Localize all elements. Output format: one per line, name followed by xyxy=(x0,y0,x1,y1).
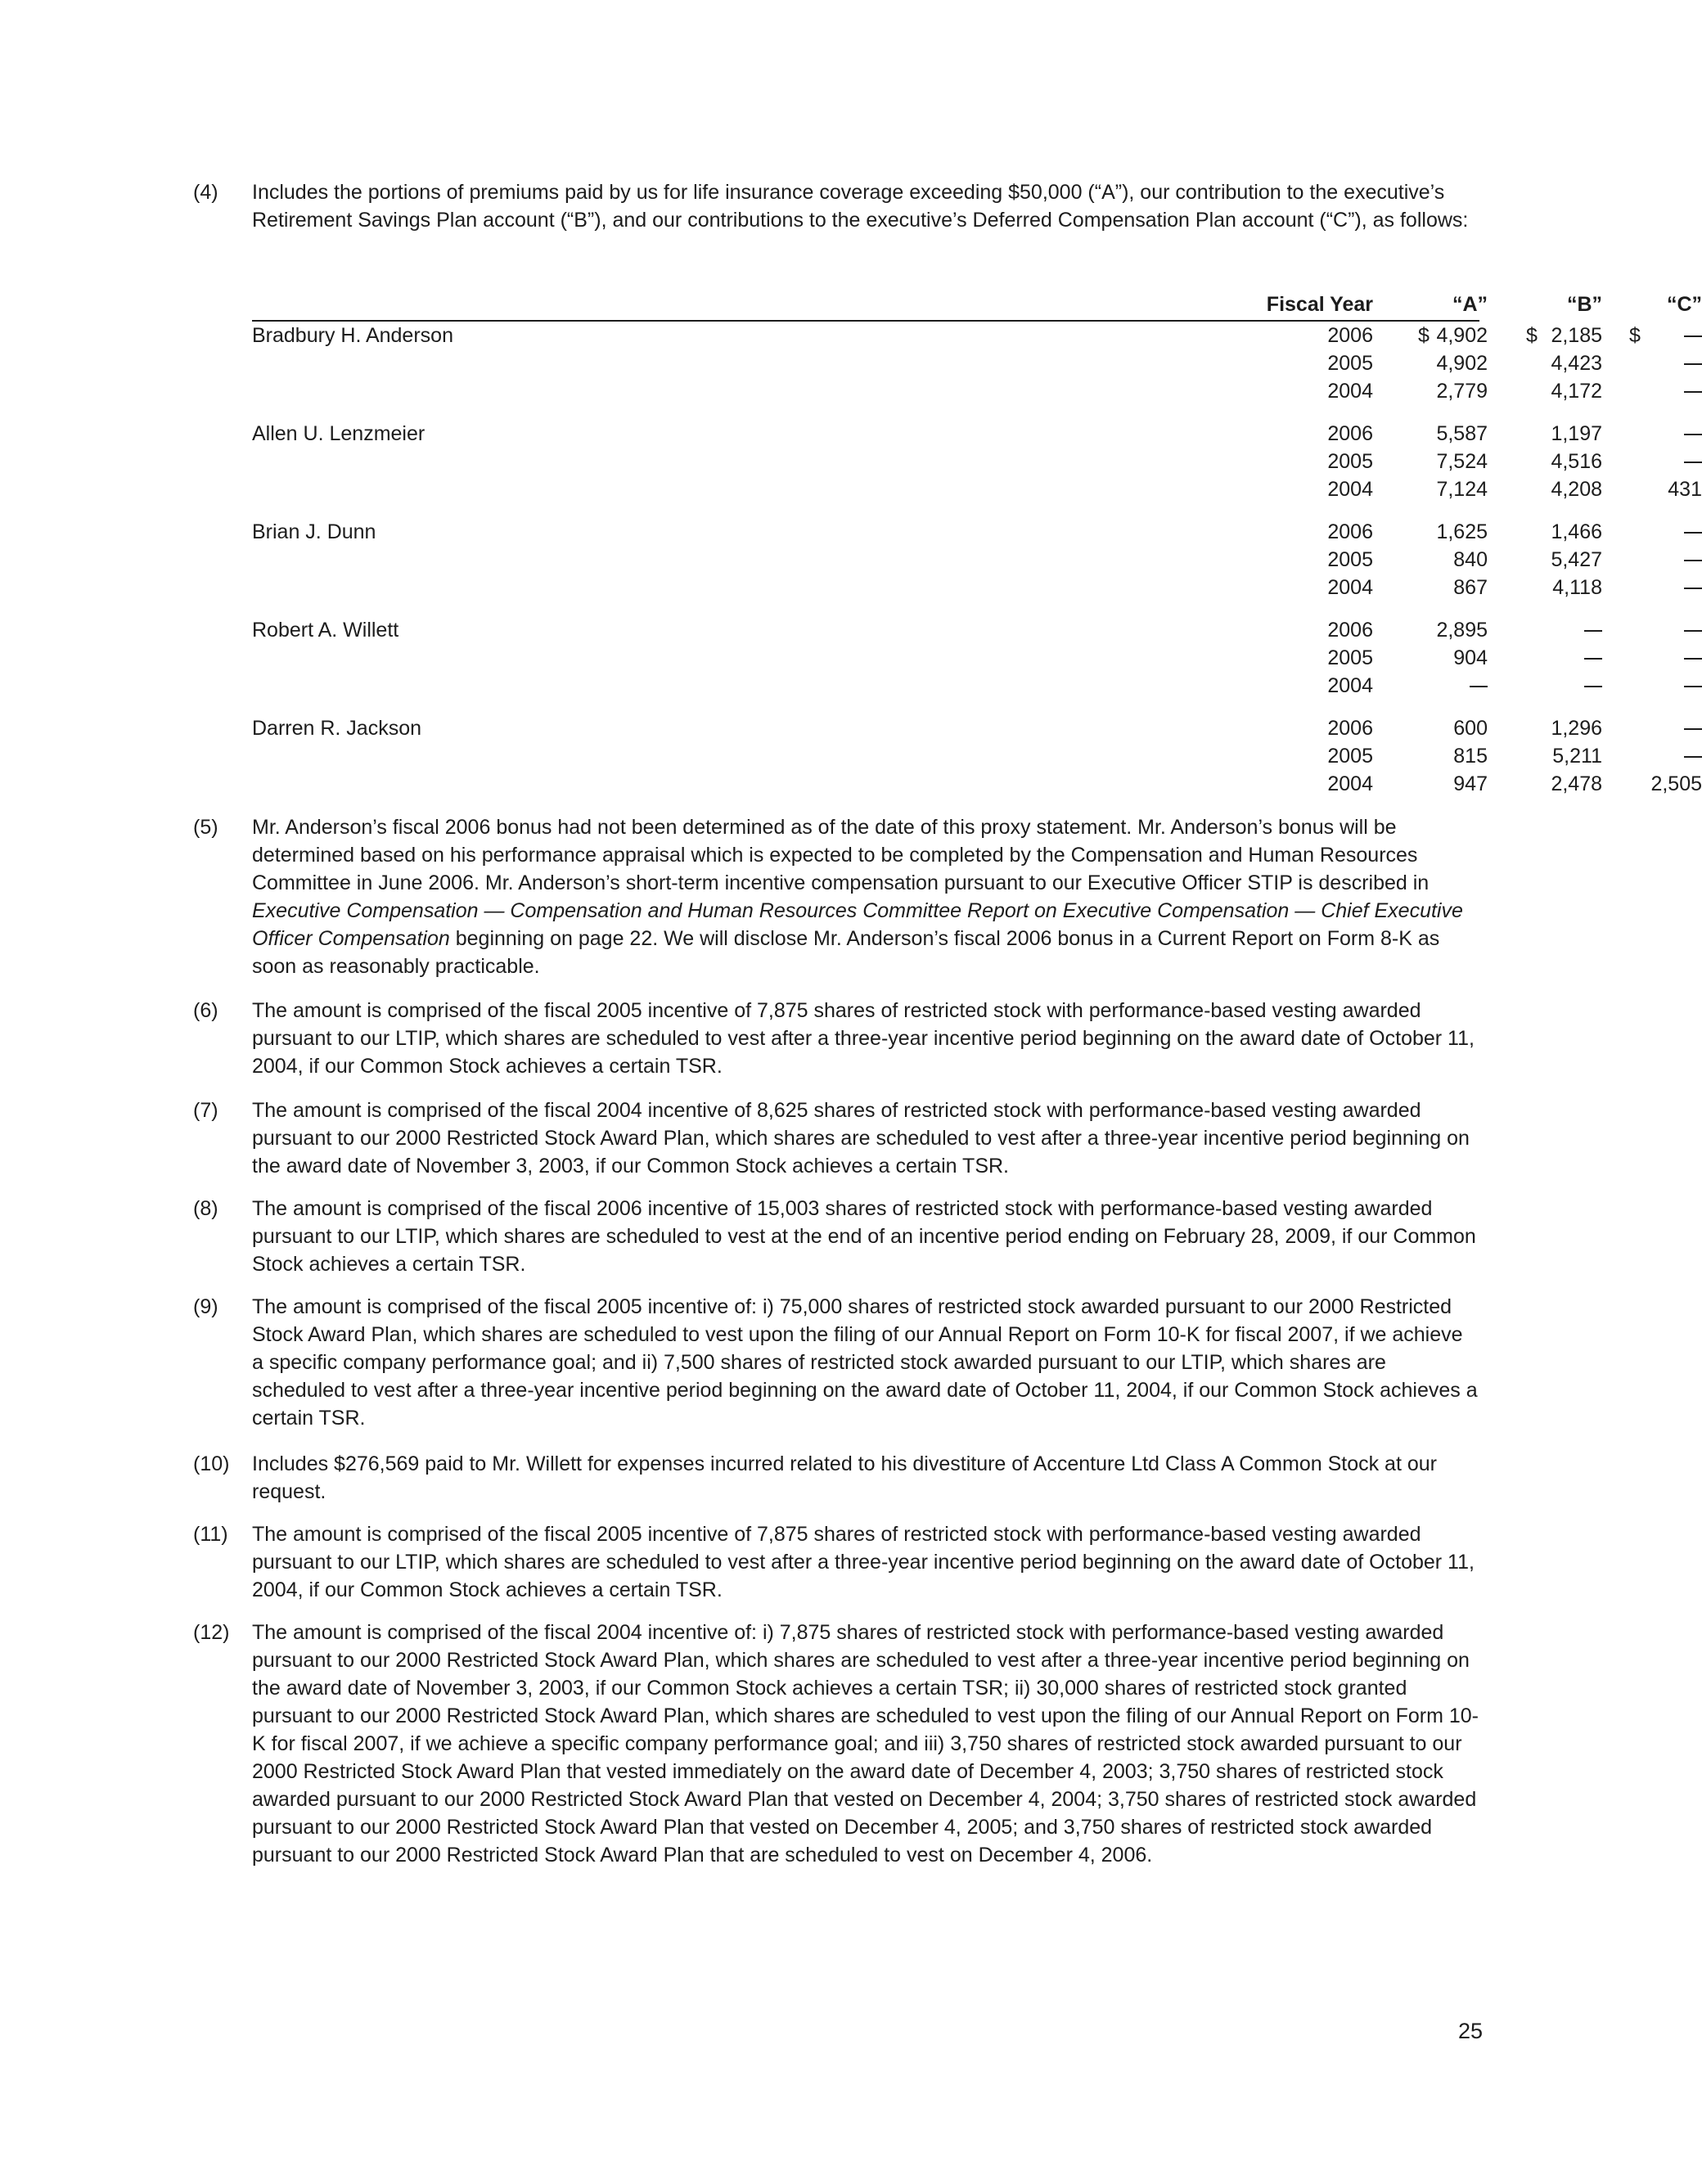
em-dash xyxy=(1584,630,1602,632)
cell-c xyxy=(1635,616,1702,644)
cell-b: 1,296 xyxy=(1551,717,1602,740)
table-row xyxy=(252,546,1602,574)
header-b: “B” xyxy=(1566,293,1602,316)
cell-a: 7,124 xyxy=(1436,478,1488,501)
cell-b: 1,197 xyxy=(1551,422,1602,445)
cell-b xyxy=(1488,672,1602,700)
table-row xyxy=(252,742,1602,770)
cell-fiscal-year: 2006 xyxy=(1327,422,1373,445)
table-row xyxy=(252,672,1479,700)
cell-b: 5,211 xyxy=(1552,745,1602,768)
executive-group xyxy=(252,714,1702,798)
executive-group xyxy=(252,322,1641,405)
cell-fiscal-year: 2005 xyxy=(1327,450,1373,473)
footnote-text: The amount is comprised of the fiscal 2005 incentive of: i) 75,000 shares of restricted stock awarded pursuant to our 2000 Restricted Stock Award Plan, which shares are scheduled to vest upon the filing of our Annual Report on Form 10-K for fiscal 2007, if we achieve a specific company performance goal; and ii) 7,500 shares of restricted stock awarded pursuant to our LTIP, which shares are scheduled to vest after a three-year incentive period beginning on the award date of October 11, 2004, if our Common Stock achieves a certain TSR. xyxy=(252,1295,1478,1430)
cell-a: 2,895 xyxy=(1436,619,1488,642)
footnote-italic-reference: Executive Compensation — Compensation and Human Resources Committee Report on Executive Compensation — Chief Executive Officer Compensation xyxy=(252,899,1463,950)
footnote-text: The amount is comprised of the fiscal 2004 incentive of 8,625 shares of restricted stock with performance-based vesting awarded pursuant to our 2000 Restricted Stock Award Plan, which shares are scheduled to vest after a three-year incentive period beginning on the award date of November 3, 2003, if our Common Stock achieves a certain TSR. xyxy=(252,1099,1470,1178)
table-row xyxy=(252,349,1602,377)
footnote-12 xyxy=(193,1619,1479,1869)
executive-name: Robert A. Willett xyxy=(252,619,399,642)
cell-c xyxy=(1635,322,1702,349)
footnote-11 xyxy=(193,1520,1479,1604)
em-dash xyxy=(1684,756,1702,758)
cell-a: 840 xyxy=(1453,548,1488,571)
cell-c xyxy=(1635,377,1702,405)
cell-fiscal-year: 2005 xyxy=(1327,745,1373,768)
executive-group xyxy=(252,420,1702,503)
cell-c xyxy=(1635,518,1702,546)
em-dash xyxy=(1684,560,1702,561)
cell-c xyxy=(1635,349,1702,377)
em-dash xyxy=(1684,532,1702,534)
footnote-9 xyxy=(193,1293,1479,1432)
cell-c xyxy=(1635,574,1702,601)
footnote-text: Includes $276,569 paid to Mr. Willett for expenses incurred related to his divestiture of Accenture Ltd Class A Common Stock at our request. xyxy=(252,1452,1437,1503)
table-row xyxy=(252,714,1602,742)
footnote-number: (9) xyxy=(193,1295,218,1318)
footnote-text: Includes the portions of premiums paid by us for life insurance coverage exceeding $50,000 (“A”), our contribution to the executive’s Retirement Savings Plan account (“B”), and our contributions to the executive’s Deferred Compensation Plan account (“C”), as follows: xyxy=(252,181,1469,232)
currency-symbol: $ xyxy=(1526,324,1538,347)
cell-a: 4,902 xyxy=(1436,352,1488,375)
footnote-text: The amount is comprised of the fiscal 2004 incentive of: i) 7,875 shares of restricted stock with performance-based vesting awarded pursuant to our 2000 Restricted Stock Award Plan, which shares are scheduled to vest after a three-year incentive period beginning on the award date of November 3, 2003, if our Common Stock achieves a certain TSR; ii) 30,000 shares of restricted stock granted pursuant to our 2000 Restricted Stock Award Plan, which shares are scheduled to vest upon the filing of our Annual Report on Form 10-K for fiscal 2007, if we achieve a specific company performance goal; and iii) 3,750 shares of restricted stock awarded pursuant to our 2000 Restricted Stock Award Plan that vested immediately on the award date of December 4, 2003; 3,750 shares of restricted stock awarded pursuant to our 2000 Restricted Stock Award Plan that vested on December 4, 2004; 3,750 shares of restricted stock awarded pursuant to our 2000 Restricted Stock Award Plan that vested on December 4, 2005; and 3,750 shares of restricted stock awarded pursuant to our 2000 Restricted Stock Award Plan that are scheduled to vest on December 4, 2006. xyxy=(252,1621,1479,1867)
cell-a: 867 xyxy=(1453,576,1488,599)
cell-c xyxy=(1635,546,1702,574)
em-dash xyxy=(1684,335,1702,337)
table-row xyxy=(252,475,1702,503)
cell-fiscal-year: 2005 xyxy=(1327,352,1373,375)
cell-b: 4,118 xyxy=(1552,576,1602,599)
em-dash xyxy=(1470,686,1488,687)
cell-b: 2,478 xyxy=(1551,772,1602,795)
cell-b xyxy=(1488,644,1602,672)
cell-c xyxy=(1635,644,1702,672)
cell-c: 431 xyxy=(1668,478,1702,501)
footnote-text-part: beginning on page 22. We will disclose Mr. Anderson’s fiscal 2006 bonus in a Current Report on Form 8-K as soon as reasonably practicable. xyxy=(252,927,1440,978)
executive-name: Allen U. Lenzmeier xyxy=(252,422,426,445)
em-dash xyxy=(1684,658,1702,660)
footnote-number: (5) xyxy=(193,816,218,839)
footnote-number: (10) xyxy=(193,1452,230,1475)
footnote-5 xyxy=(193,813,1479,980)
cell-a: 4,902 xyxy=(1436,324,1488,347)
footnote-number: (12) xyxy=(193,1621,230,1644)
footnote-text xyxy=(252,813,1479,980)
cell-b: 4,172 xyxy=(1551,380,1602,403)
em-dash xyxy=(1684,363,1702,365)
executive-name: Darren R. Jackson xyxy=(252,717,422,740)
footnote-number: (7) xyxy=(193,1099,218,1122)
header-a: “A” xyxy=(1452,293,1488,316)
table-header xyxy=(252,290,1702,322)
em-dash xyxy=(1584,686,1602,687)
cell-fiscal-year: 2006 xyxy=(1327,520,1373,543)
footnote-text-part: Mr. Anderson’s fiscal 2006 bonus had not been determined as of the date of this proxy statement. Mr. Anderson’s bonus will be determined based on his performance appraisal which is expected to be completed by the Compensation and Human Resources Committee in June 2006. Mr. Anderson’s short-term incentive compensation pursuant to our Executive Officer STIP is described in xyxy=(252,816,1430,894)
table-row xyxy=(252,644,1488,672)
cell-a: 904 xyxy=(1453,646,1488,669)
cell-b: 5,427 xyxy=(1551,548,1602,571)
table-row xyxy=(252,448,1602,475)
cell-fiscal-year: 2005 xyxy=(1327,548,1373,571)
footnote-number: (11) xyxy=(193,1523,228,1546)
em-dash xyxy=(1684,588,1702,589)
cell-fiscal-year: 2004 xyxy=(1327,576,1373,599)
cell-c xyxy=(1635,742,1702,770)
cell-fiscal-year: 2004 xyxy=(1327,772,1373,795)
cell-a: 1,625 xyxy=(1436,520,1488,543)
footnote-8 xyxy=(193,1195,1479,1278)
em-dash xyxy=(1684,434,1702,435)
table-row xyxy=(252,574,1602,601)
cell-fiscal-year: 2006 xyxy=(1327,619,1373,642)
em-dash xyxy=(1684,391,1702,393)
cell-a: 5,587 xyxy=(1436,422,1488,445)
footnote-number: (8) xyxy=(193,1197,218,1220)
cell-a: 7,524 xyxy=(1436,450,1488,473)
page-number: 25 xyxy=(1457,2019,1483,2043)
cell-b: 4,423 xyxy=(1551,352,1602,375)
footnote-number: (4) xyxy=(193,181,218,204)
premiums-table xyxy=(252,290,1702,798)
table-row xyxy=(252,377,1602,405)
footnote-text: The amount is comprised of the fiscal 2005 incentive of 7,875 shares of restricted stock with performance-based vesting awarded pursuant to our LTIP, which shares are scheduled to vest after a three-year incentive period beginning on the award date of October 11, 2004, if our Common Stock achieves a certain TSR. xyxy=(252,1523,1475,1601)
cell-c xyxy=(1635,448,1702,475)
cell-fiscal-year: 2004 xyxy=(1327,380,1373,403)
footnote-7 xyxy=(193,1097,1479,1180)
table-row xyxy=(252,770,1702,798)
cell-b: 4,208 xyxy=(1551,478,1602,501)
cell-fiscal-year: 2006 xyxy=(1327,717,1373,740)
header-fiscal-year: Fiscal Year xyxy=(1266,293,1373,316)
executive-name: Bradbury H. Anderson xyxy=(252,324,453,347)
em-dash xyxy=(1684,630,1702,632)
cell-b: 1,466 xyxy=(1551,520,1602,543)
cell-c xyxy=(1635,420,1702,448)
table-row xyxy=(252,518,1602,546)
footnote-6 xyxy=(193,997,1479,1080)
cell-a: 2,779 xyxy=(1436,380,1488,403)
cell-fiscal-year: 2005 xyxy=(1327,646,1373,669)
cell-a xyxy=(1373,672,1488,700)
header-c: “C” xyxy=(1666,293,1702,316)
cell-a: 815 xyxy=(1453,745,1488,768)
table-body xyxy=(252,322,1702,798)
cell-c: 2,505 xyxy=(1650,772,1702,795)
currency-symbol: $ xyxy=(1629,324,1641,347)
cell-b: 2,185 xyxy=(1551,324,1602,347)
footnote-number: (6) xyxy=(193,999,218,1022)
table-row xyxy=(252,420,1602,448)
table-row xyxy=(252,322,1641,349)
cell-b xyxy=(1488,616,1602,644)
em-dash xyxy=(1584,658,1602,660)
em-dash xyxy=(1684,462,1702,463)
footnote-10 xyxy=(193,1450,1479,1506)
currency-symbol: $ xyxy=(1418,324,1430,347)
cell-a: 600 xyxy=(1453,717,1488,740)
em-dash xyxy=(1684,728,1702,730)
executive-name: Brian J. Dunn xyxy=(252,520,376,543)
cell-fiscal-year: 2004 xyxy=(1327,478,1373,501)
em-dash xyxy=(1684,686,1702,687)
table-row xyxy=(252,616,1488,644)
cell-a: 947 xyxy=(1453,772,1488,795)
cell-c xyxy=(1635,714,1702,742)
footnote-text: The amount is comprised of the fiscal 2005 incentive of 7,875 shares of restricted stock with performance-based vesting awarded pursuant to our LTIP, which shares are scheduled to vest after a three-year incentive period beginning on the award date of October 11, 2004, if our Common Stock achieves a certain TSR. xyxy=(252,999,1475,1078)
executive-group xyxy=(252,518,1602,601)
footnote-text: The amount is comprised of the fiscal 2006 incentive of 15,003 shares of restricted stock with performance-based vesting awarded pursuant to our LTIP, which shares are scheduled to vest at the end of an incentive period ending on February 28, 2009, if our Common Stock achieves a certain TSR. xyxy=(252,1197,1476,1276)
executive-group xyxy=(252,616,1488,700)
cell-c xyxy=(1635,672,1702,700)
cell-fiscal-year: 2006 xyxy=(1327,324,1373,347)
footnote-4 xyxy=(193,178,1479,234)
cell-b: 4,516 xyxy=(1551,450,1602,473)
cell-fiscal-year: 2004 xyxy=(1327,674,1373,697)
